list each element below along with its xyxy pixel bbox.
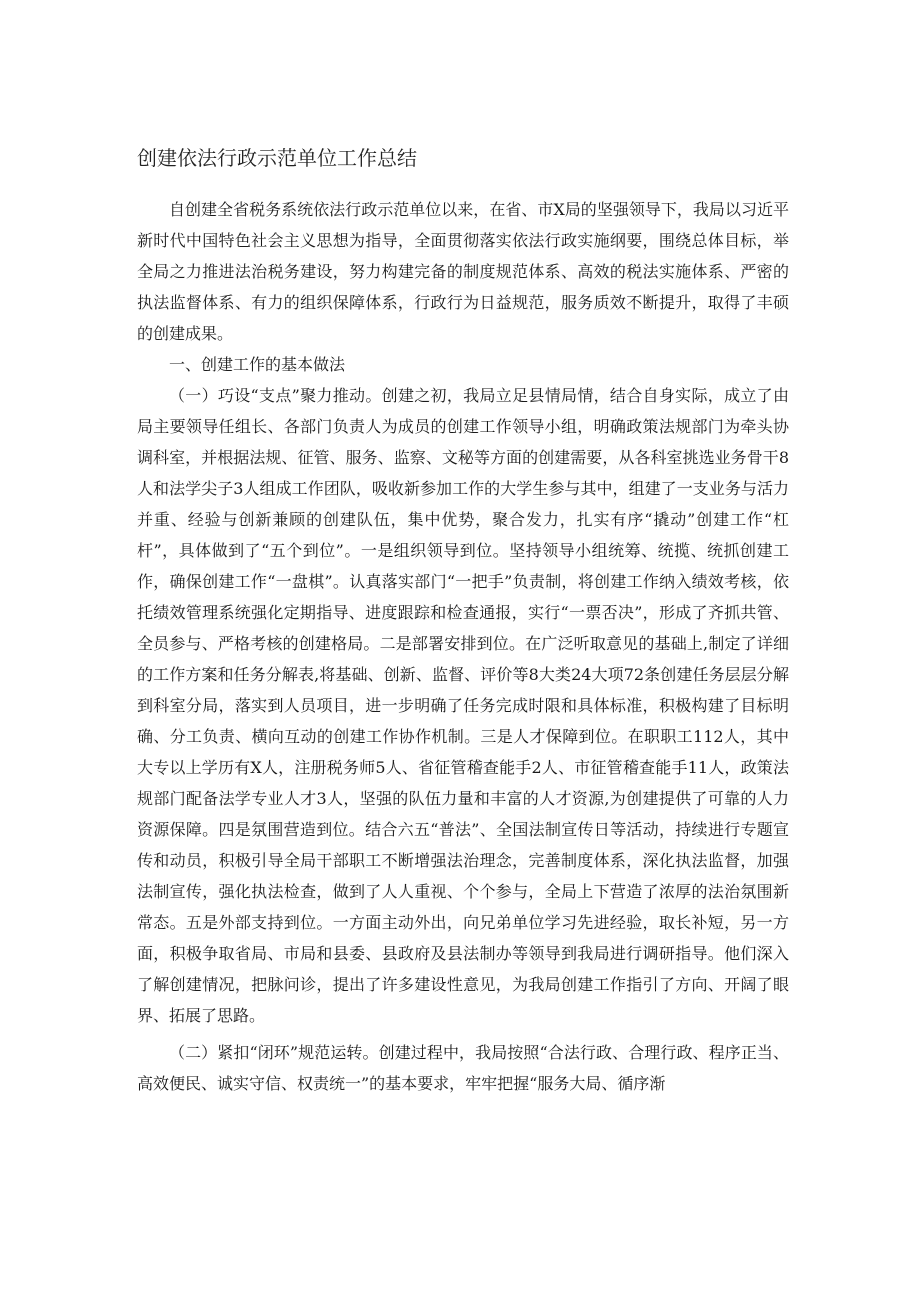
paragraph-1: （一）巧设“支点”聚力推动。创建之初，我局立足县情局情，结合自身实际，成立了由局主要领导任组长、各部门负责人为成员的创建工作领导小组，明确政策法规部门为牵头协调科室，并根据法规、征管、服务、监察、文秘等方面的创建需要，从各科室挑选业务骨干8人和法学尖子3人组成工作团队，吸收新参加工作的大学生参与其中，组建了一支业务与活力并重、经验与创新兼顾的创建队伍，集中优势，聚合发力，扎实有序“撬动”创建工作“杠杆”，具体做到了“五个到位”。一是组织领导到位。坚持领导小组统筹、统揽、统抓创建工作，确保创建工作“一盘棋”。认真落实部门“一把手”负责制，将创建工作纳入绩效考核，依托绩效管理系统强化定期指导、进度跟踪和检查通报，实行“一票否决”，形成了齐抓共管、全员参与、严格考核的创建格局。二是部署安排到位。在广泛听取意见的基础上,制定了详细的工作方案和任务分解表,将基础、创新、监督、评价等8大类24大项72条创建任务层层分解到科室分局，落实到人员项目，进一步明确了任务完成时限和具体标准，积极构建了目标明确、分工负责、横向互动的创建工作协作机制。三是人才保障到位。在职职工112人，其中大专以上学历有X人，注册税务师5人、省征管稽查能手2人、市征管稽查能手11人，政策法规部门配备法学专业人才3人，坚强的队伍力量和丰富的人才资源,为创建提供了可靠的人力资源保障。四是氛围营造到位。结合六五“普法”、全国法制宣传日等活动，持续进行专题宣传和动员，积极引导全局干部职工不断增强法治理念，完善制度体系，深化执法监督，加强法制宣传，强化执法检查，做到了人人重视、个个参与，全局上下营造了浓厚的法治氛围新常态。五是外部支持到位。一方面主动外出，向兄弟单位学习先进经验，取长补短，另一方面，积极争取省局、市局和县委、县政府及县法制办等领导到我局进行调研指导。他们深入了解创建情况，把脉问诊，提出了许多建设性意见，为我局创建工作指引了方向、开阔了眼界、拓展了思路。: [137, 386, 789, 1025]
section-heading-1: 一、创建工作的基本做法: [169, 355, 346, 374]
paragraph-2: （二）紧扣“闭环”规范运转。创建过程中，我局按照“合法行政、合理行政、程序正当、高效便民、诚实守信、权责统一”的基本要求，牢牢把握“服务大局、循序渐: [137, 1043, 789, 1093]
document-title: 创建依法行政示范单位工作总结: [137, 146, 417, 170]
document-body: [137, 194, 789, 1099]
intro-paragraph: 自创建全省税务系统依法行政示范单位以来，在省、市X局的坚强领导下，我局以习近平新时代中国特色社会主义思想为指导，全面贯彻落实依法行政实施纲要，围绕总体目标，举全局之力推进法治税务建设，努力构建完备的制度规范体系、高效的税法实施体系、严密的执法监督体系、有力的组织保障体系，行政行为日益规范，服务质效不断提升，取得了丰硕的创建成果。: [137, 200, 789, 343]
